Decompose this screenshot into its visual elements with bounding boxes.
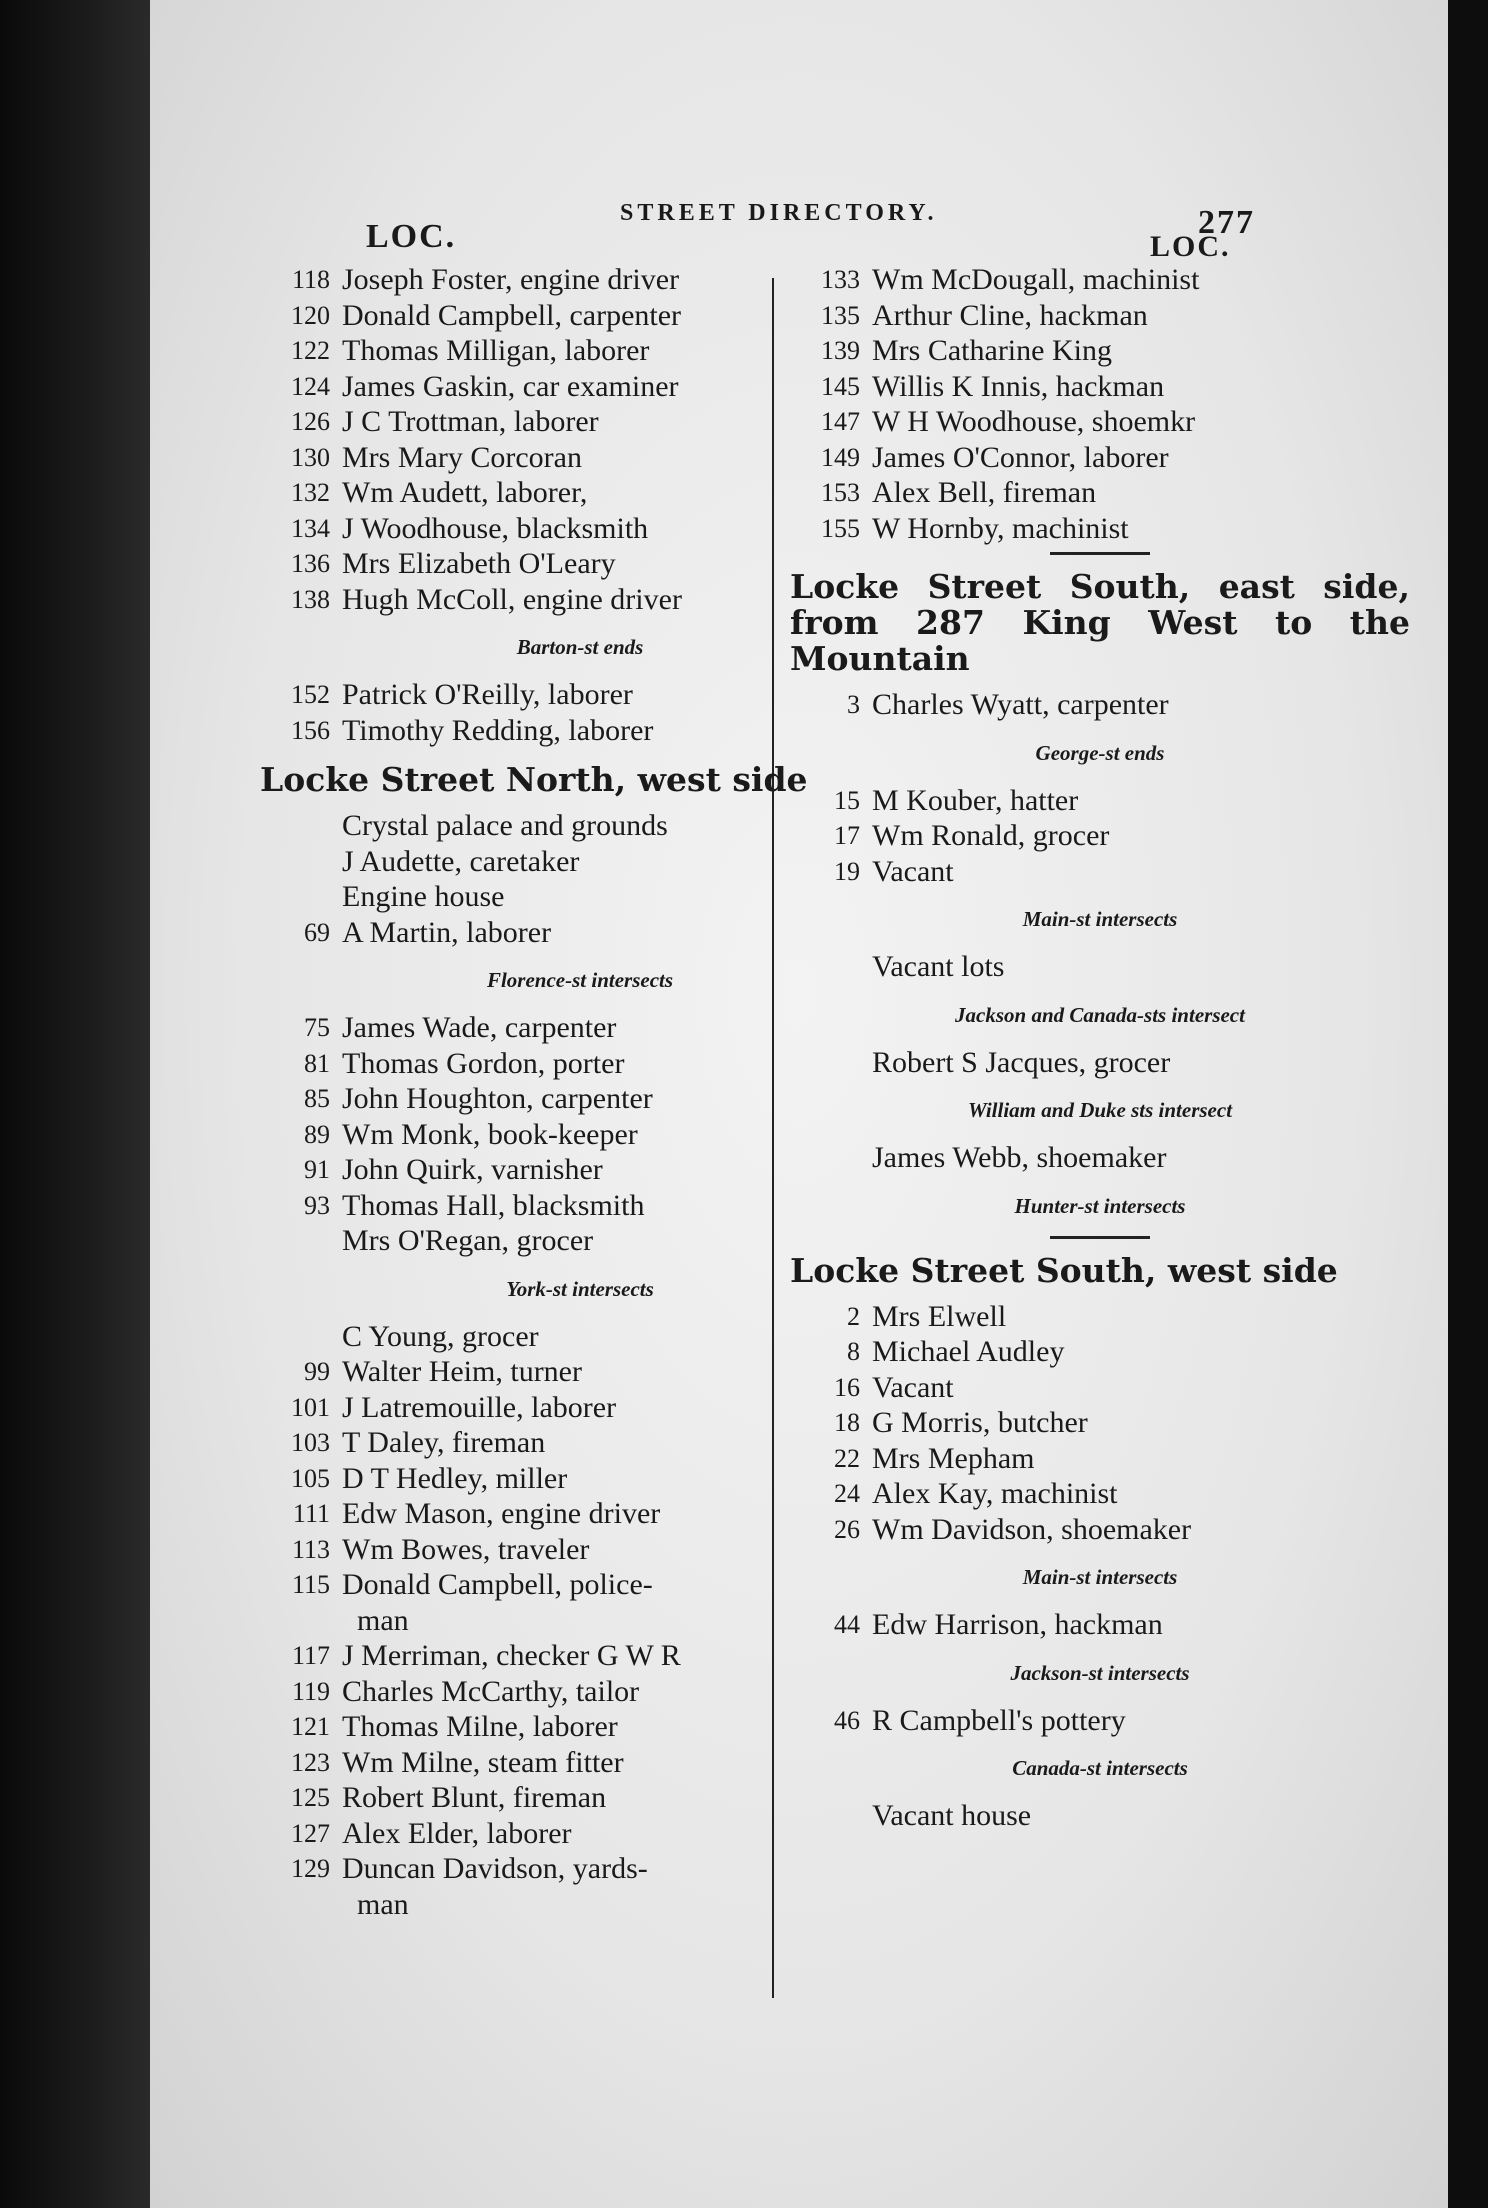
cross-street-note: Jackson and Canada-sts intersect <box>955 1002 1245 1027</box>
house-number <box>790 1798 872 1834</box>
house-number: 3 <box>847 690 860 719</box>
house-number: 103 <box>291 1428 330 1457</box>
house-number: 152 <box>291 680 330 709</box>
house-number: 46 <box>834 1705 860 1735</box>
house-number: 120 <box>291 300 330 330</box>
house-number: 113 <box>291 1534 330 1564</box>
resident-text: G Morris, butcher <box>872 1406 1088 1439</box>
resident-text: Thomas Milne, laborer <box>342 1710 618 1743</box>
house-number: 156 <box>291 715 330 745</box>
resident-text: Alex Elder, laborer <box>342 1816 572 1850</box>
cross-street-note: Jackson-st intersects <box>1010 1660 1190 1685</box>
resident-text: Wm Ronald, grocer <box>872 819 1110 852</box>
resident-text: A Martin, laborer <box>342 915 552 949</box>
street-heading: Locke Street South, west side <box>790 1250 1338 1290</box>
resident-text: C Young, grocer <box>342 1319 539 1353</box>
directory-entry <box>790 1299 1410 1335</box>
directory-entry <box>790 1045 1410 1081</box>
resident-text: Edw Mason, engine driver <box>342 1497 661 1530</box>
cross-street-note: York-st intersects <box>506 1276 654 1301</box>
resident-text: James Wade, carpenter <box>342 1011 617 1044</box>
resident-text: Mrs Catharine King <box>872 334 1112 367</box>
resident-text: John Houghton, carpenter <box>342 1082 653 1115</box>
resident-text: Duncan Davidson, yards- <box>342 1852 648 1885</box>
house-number: 124 <box>291 371 330 401</box>
house-number: 75 <box>304 1013 330 1042</box>
resident-text: Michael Audley <box>872 1335 1065 1368</box>
house-number: 44 <box>834 1610 860 1639</box>
resident-text: J C Trottman, laborer <box>342 405 599 438</box>
directory-entry <box>790 1140 1410 1176</box>
resident-text: Charles Wyatt, carpenter <box>872 688 1169 721</box>
page-number: 277 <box>1198 204 1255 241</box>
house-number: 99 <box>304 1357 330 1386</box>
resident-text: W H Woodhouse, shoemkr <box>872 405 1196 438</box>
house-number <box>260 844 342 880</box>
directory-entry <box>790 1476 1410 1512</box>
house-number: 117 <box>291 1641 330 1670</box>
house-number <box>790 1045 872 1081</box>
resident-text: Robert Blunt, fireman <box>342 1781 607 1814</box>
resident-text: Wm Milne, steam fitter <box>342 1745 624 1779</box>
resident-text: Mrs Mary Corcoran <box>342 440 582 474</box>
house-number: 139 <box>821 336 860 365</box>
directory-entry <box>790 440 1410 476</box>
house-number: 125 <box>291 1783 330 1812</box>
resident-text: Vacant <box>872 1370 954 1404</box>
resident-text: M Kouber, hatter <box>872 783 1079 817</box>
house-number: 91 <box>304 1155 330 1184</box>
cross-street-note: Hunter-st intersects <box>1014 1193 1186 1218</box>
house-number: 118 <box>291 265 330 294</box>
directory-entry <box>260 1851 900 1887</box>
right-column <box>790 262 1410 1834</box>
cross-street-note: Main-st intersects <box>1022 907 1178 931</box>
house-number: 105 <box>291 1463 330 1493</box>
cross-street-note: Barton-st ends <box>516 635 644 659</box>
house-number: 135 <box>821 300 860 330</box>
resident-text: Wm Davidson, shoemaker <box>872 1512 1192 1546</box>
resident-text: Edw Harrison, hackman <box>872 1608 1163 1641</box>
entry-continuation: man <box>357 1603 409 1637</box>
entry-continuation: man <box>357 1887 409 1921</box>
house-number: 134 <box>291 513 330 543</box>
resident-text: Engine house <box>342 880 505 913</box>
resident-text: Mrs Elizabeth O'Leary <box>342 547 616 580</box>
directory-entry <box>790 1703 1410 1739</box>
resident-text: Alex Bell, fireman <box>872 476 1097 509</box>
scan-right-margin <box>1448 0 1488 2208</box>
resident-text: Vacant house <box>872 1799 1032 1832</box>
house-number: 89 <box>304 1119 330 1149</box>
running-head-right: LOC. <box>1150 230 1231 263</box>
resident-text: John Quirk, varnisher <box>342 1153 603 1186</box>
house-number: 149 <box>821 442 860 472</box>
section-rule <box>1050 552 1150 555</box>
directory-entry <box>790 369 1410 405</box>
house-number: 138 <box>291 584 330 614</box>
resident-text: Crystal palace and grounds <box>342 809 668 842</box>
house-number: 115 <box>291 1570 330 1599</box>
house-number: 2 <box>847 1301 860 1331</box>
directory-entry <box>790 1607 1410 1643</box>
resident-text: Wm Audett, laborer, <box>342 476 588 509</box>
cross-street-note: Canada-st intersects <box>1012 1756 1188 1780</box>
house-number: 136 <box>291 549 330 578</box>
resident-text: Robert S Jacques, grocer <box>872 1045 1171 1079</box>
house-number: 132 <box>291 478 330 507</box>
resident-text: Donald Campbell, police- <box>342 1568 653 1601</box>
house-number <box>260 1223 342 1259</box>
resident-text: Wm Monk, book-keeper <box>342 1117 638 1151</box>
section-rule <box>1050 1236 1150 1239</box>
resident-text: Hugh McColl, engine driver <box>342 582 682 616</box>
house-number: 26 <box>834 1514 860 1544</box>
house-number <box>790 1140 872 1176</box>
scan-left-margin <box>0 0 150 2208</box>
resident-text: J Audette, caretaker <box>342 844 580 878</box>
directory-entry <box>790 262 1410 298</box>
house-number <box>790 949 872 985</box>
house-number: 69 <box>304 917 330 947</box>
resident-text: Arthur Cline, hackman <box>872 298 1148 332</box>
resident-text: Patrick O'Reilly, laborer <box>342 678 633 711</box>
resident-text: Donald Campbell, carpenter <box>342 298 682 332</box>
cross-street-note: Main-st intersects <box>1022 1565 1178 1589</box>
directory-entry <box>790 949 1410 985</box>
cross-street-note: George-st ends <box>1035 740 1165 765</box>
street-heading: Locke Street North, west side <box>260 760 808 799</box>
house-number: 129 <box>291 1854 330 1883</box>
running-head-left: LOC. <box>366 218 457 255</box>
cross-street-note: Florence-st intersects <box>486 968 674 992</box>
house-number: 123 <box>291 1747 330 1777</box>
directory-entry <box>790 854 1410 890</box>
house-number: 147 <box>821 407 860 436</box>
house-number <box>260 879 342 915</box>
resident-text: D T Hedley, miller <box>342 1461 568 1495</box>
resident-text: Charles McCarthy, tailor <box>342 1674 640 1708</box>
house-number: 130 <box>291 442 330 472</box>
directory-entry <box>790 1798 1410 1834</box>
house-number: 85 <box>304 1084 330 1113</box>
house-number: 18 <box>834 1408 860 1437</box>
resident-text: Walter Heim, turner <box>342 1355 582 1388</box>
resident-text: R Campbell's pottery <box>872 1703 1126 1737</box>
house-number: 127 <box>291 1818 330 1848</box>
house-number: 17 <box>834 821 860 850</box>
directory-page <box>150 0 1448 2208</box>
directory-entry <box>790 333 1410 369</box>
resident-text: James Webb, shoemaker <box>872 1141 1167 1174</box>
resident-text: Vacant <box>872 854 954 888</box>
resident-text: Mrs Elwell <box>872 1299 1007 1333</box>
resident-text: James Gaskin, car examiner <box>342 369 679 403</box>
house-number: 121 <box>291 1712 330 1741</box>
resident-text: J Woodhouse, blacksmith <box>342 511 649 545</box>
house-number <box>260 808 342 844</box>
resident-text: Thomas Milligan, laborer <box>342 334 650 367</box>
resident-text: Alex Kay, machinist <box>872 1477 1118 1510</box>
resident-text: Thomas Hall, blacksmith <box>342 1188 645 1222</box>
house-number: 24 <box>834 1479 860 1508</box>
directory-entry <box>790 818 1410 854</box>
directory-entry <box>790 1370 1410 1406</box>
directory-entry <box>790 511 1410 547</box>
resident-text: J Merriman, checker G W R <box>342 1639 681 1672</box>
directory-entry <box>790 298 1410 334</box>
resident-text: Mrs O'Regan, grocer <box>342 1224 594 1257</box>
resident-text: J Latremouille, laborer <box>342 1390 617 1424</box>
resident-text: T Daley, fireman <box>342 1426 546 1459</box>
house-number <box>260 1319 342 1355</box>
house-number: 126 <box>291 407 330 436</box>
house-number: 8 <box>847 1337 860 1366</box>
resident-text: Mrs Mepham <box>872 1441 1035 1475</box>
house-number: 111 <box>292 1499 330 1528</box>
resident-text: Timothy Redding, laborer <box>342 713 654 747</box>
directory-entry <box>790 1405 1410 1441</box>
resident-text: James O'Connor, laborer <box>872 440 1169 474</box>
directory-entry <box>790 687 1410 723</box>
cross-street-note: William and Duke sts intersect <box>967 1098 1233 1122</box>
page-title: STREET DIRECTORY. <box>620 200 938 226</box>
resident-text: Wm Bowes, traveler <box>342 1532 590 1566</box>
resident-text: W Hornby, machinist <box>872 511 1129 545</box>
street-heading: Locke Street South, east side, from 287 King West to the Mountain <box>790 567 1410 678</box>
directory-entry <box>790 404 1410 440</box>
resident-text: Joseph Foster, engine driver <box>342 263 680 296</box>
directory-entry <box>790 1334 1410 1370</box>
directory-entry <box>790 1512 1410 1548</box>
house-number: 153 <box>821 478 860 507</box>
house-number: 15 <box>834 785 860 815</box>
house-number: 122 <box>291 336 330 365</box>
house-number: 145 <box>821 371 860 401</box>
directory-entry <box>790 1441 1410 1477</box>
resident-text: Thomas Gordon, porter <box>342 1046 625 1080</box>
house-number: 101 <box>291 1392 330 1422</box>
house-number: 22 <box>834 1443 860 1473</box>
house-number: 16 <box>834 1372 860 1402</box>
house-number: 19 <box>834 856 860 886</box>
house-number: 119 <box>291 1676 330 1706</box>
directory-entry <box>790 475 1410 511</box>
house-number: 155 <box>821 513 860 543</box>
resident-text: Willis K Innis, hackman <box>872 369 1165 403</box>
resident-text: Wm McDougall, machinist <box>872 263 1200 296</box>
house-number: 133 <box>821 265 860 294</box>
directory-entry <box>790 783 1410 819</box>
house-number: 93 <box>304 1190 330 1220</box>
resident-text: Vacant lots <box>872 950 1005 983</box>
house-number: 81 <box>304 1048 330 1078</box>
